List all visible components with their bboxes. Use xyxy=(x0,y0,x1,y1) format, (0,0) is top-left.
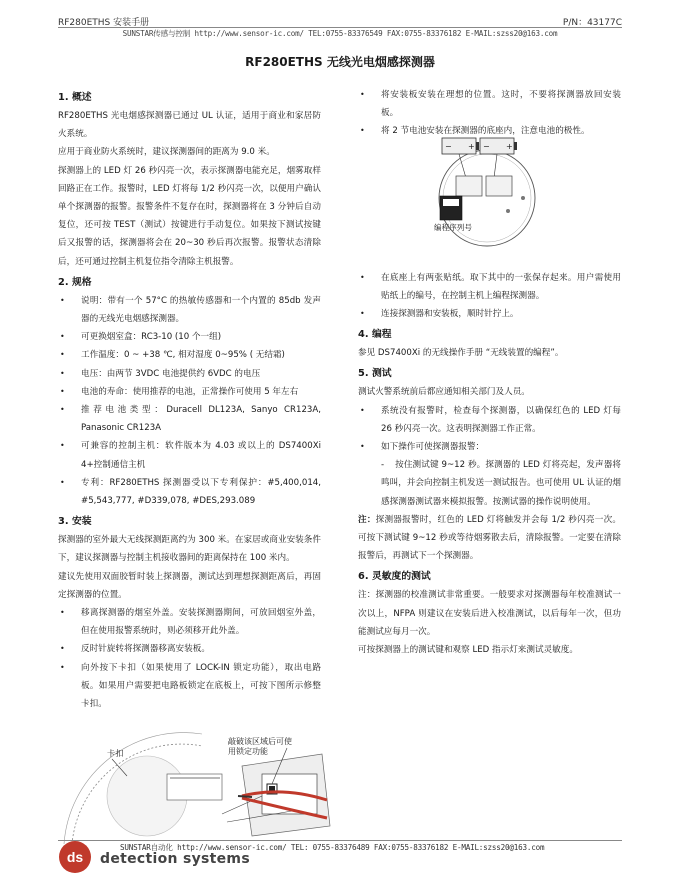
overview-para-1: RF280ETHS 光电烟感探测器已通过 UL 认证，适用于商业和家居防火系统。 xyxy=(58,111,321,140)
list-item: • 如下操作可使探测器报警： xyxy=(358,438,621,456)
install-para-2: 建议先使用双面胶暂时装上探测器，测试达到理想探测距离后，再固定探测器的位置。 xyxy=(58,571,321,600)
list-item: • 可兼容的控制主机：软件版本为 4.03 或以上的 DS7400Xi 4+控制通信主机 xyxy=(58,437,321,473)
detection-systems-logo xyxy=(58,840,96,874)
list-item: • 反时针旋转将探测器移离安装板。 xyxy=(58,640,321,658)
install-steps-final xyxy=(358,269,621,324)
section-testing-heading: 5. 测试 xyxy=(358,368,392,380)
svg-text:−: − xyxy=(483,142,490,151)
overview-para-2: 应用于商业防火系统时，建议探测器间的距离为 9.0 米。 xyxy=(58,147,275,158)
svg-text:−: − xyxy=(445,142,452,151)
install-steps-continued xyxy=(358,86,621,141)
sensitivity-para-2: 可按探测器上的测试键和观察 LED 指示灯来测试灵敏度。 xyxy=(358,645,578,656)
list-item: • 工作温度：0 ~ +38 ℃, 相对湿度 0~95% ( 无结霜) xyxy=(58,346,321,364)
list-item: • 移离探测器的烟室外盖。安装探测器期间，可放回烟室外盖，但在使用报警系统时，则必须移开此外盖。 xyxy=(58,604,321,640)
specs-list xyxy=(58,292,321,510)
page-title: RF280ETHS 无线光电烟感探测器 xyxy=(245,55,435,69)
list-item: • 可更换烟室盒：RC3-10 (10 个一组) xyxy=(58,328,321,346)
left-column xyxy=(58,86,321,713)
list-item: • 专利：RF280ETHS 探测器受以下专利保护：#5,400,014, #5,543,777, #D339,078, #DES,293.089 xyxy=(58,474,321,510)
logo-text: ds xyxy=(66,849,84,865)
section-sensitivity-heading: 6. 灵敏度的测试 xyxy=(358,571,431,583)
note-text: 探测器报警时，红色的 LED 灯将触发并会每 1/2 秒闪亮一次。可按下测试键 9~12 秒或等待烟雾散去后，清除报警。一定要在清除报警后，再测试下一个探测器。 xyxy=(358,514,621,562)
svg-text:+: + xyxy=(468,142,475,151)
testing-note xyxy=(358,511,621,566)
lock-area-note: 敲破该区域后可使用锁定功能 xyxy=(228,737,292,756)
list-item: • 电压：由两节 3VDC 电池提供约 6VDC 的电压 xyxy=(58,365,321,383)
footer-rule xyxy=(58,840,622,841)
testing-sub-text: 按住测试键 9~12 秒。探测器的 LED 灯将亮起，发声器将鸣叫，并会向控制主机发送一测试报告。也可使用 UL 认证的烟感探测器测试器来模拟报警。按测试器的操作说明使用。 xyxy=(381,460,621,507)
footer-contact: SUNSTAR自动化 http://www.sensor-ic.com/ TEL: 0755-83376489 FAX:0755-83376182 E-MAIL:szss20@163.com xyxy=(120,843,545,852)
header-contact: SUNSTAR传感与控制 http://www.sensor-ic.com/ TEL:0755-83376549 FAX:0755-83376182 E-MAIL:szss20@163.com xyxy=(122,29,558,38)
header-doc-title: RF280ETHS 安装手册 xyxy=(58,18,150,28)
list-item: • 将安装板安装在理想的位置。这时，不要将探测器放回安装板。 xyxy=(358,86,621,122)
section-specs-heading: 2. 规格 xyxy=(58,276,92,288)
programming-para: 参见 DS7400Xi 的无线操作手册 “无线装置的编程”。 xyxy=(358,348,564,359)
section-overview-heading: 1. 概述 xyxy=(58,92,92,103)
section-install-heading: 3. 安装 xyxy=(58,516,92,528)
sub-dash: - xyxy=(381,460,385,471)
battery-base-figure xyxy=(428,136,546,248)
testing-sub-item xyxy=(358,456,621,511)
install-para-1: 探测器的室外最大无线探测距离约为 300 米。在家居或商业安装条件下，建议探测器与控制主机接收器间的距离保持在 100 米内。 xyxy=(58,535,321,564)
install-steps xyxy=(58,604,321,713)
note-label: 注： xyxy=(358,514,376,525)
serial-label: 编程序列号 xyxy=(434,223,472,232)
svg-text:+: + xyxy=(506,142,513,151)
footer-brand: detection systems xyxy=(100,851,250,867)
testing-para-1: 测试火警系统前后都应通知相关部门及人员。 xyxy=(358,387,530,398)
overview-para-3: 探测器上的 LED 灯 26 秒闪亮一次，表示探测器电能充足，烟雾取样回路正在工作。报警时，LED 灯将每 1/2 秒闪亮一次，以便用户确认单个探测器的报警。报警条件不复存在时，探测器将在 3 分钟后自动复位，还可按 TEST（测试）按键进行手动复位。如果按下测试按键后又报警的话，探测器将会在 20~30 秒后再次报警。报警状态清除后，还可通过控制主机复位指令清除主机报警。 xyxy=(58,165,321,267)
testing-list xyxy=(358,402,621,457)
section-programming-heading: 4. 编程 xyxy=(358,329,392,341)
clip-label: 卡扣 xyxy=(107,748,124,758)
list-item: • 向外按下卡扣（如果使用了 LOCK-IN 锁定功能），取出电路板。如果用户需要把电路板锁定在底板上，可按下图所示修整卡扣。 xyxy=(58,659,321,714)
list-item: • 连接探测器和安装板，顺时针拧上。 xyxy=(358,305,621,323)
list-item: • 将 2 节电池安装在探测器的底座内，注意电池的极性。 xyxy=(358,122,621,140)
list-item: • 系统没有报警时，检查每个探测器，以确保红色的 LED 灯每 26 秒闪亮一次。这表明探测器工作正常。 xyxy=(358,402,621,438)
sensitivity-para-1: 注：探测器的校准测试非常重要。一般要求对探测器每年校准测试一次以上，NFPA 则建议在安装后进入校准测试，以后每年一次，但功能测试应每月一次。 xyxy=(358,590,621,637)
list-item: • 在底座上有两张贴纸。取下其中的一张保存起来。用户需使用贴纸上的编号，在控制主机上编程探测器。 xyxy=(358,269,621,305)
header-part-number: P/N：43177C xyxy=(562,18,622,28)
list-item: • 推荐电池类型：Duracell DL123A, Sanyo CR123A, Panasonic CR123A xyxy=(58,401,321,437)
list-item: • 说明：带有一个 57°C 的热敏传感器和一个内置的 85db 发声器的无线光电烟感探测器。 xyxy=(58,292,321,328)
list-item: • 电池的寿命：使用推荐的电池，正常操作可使用 5 年左右 xyxy=(58,383,321,401)
